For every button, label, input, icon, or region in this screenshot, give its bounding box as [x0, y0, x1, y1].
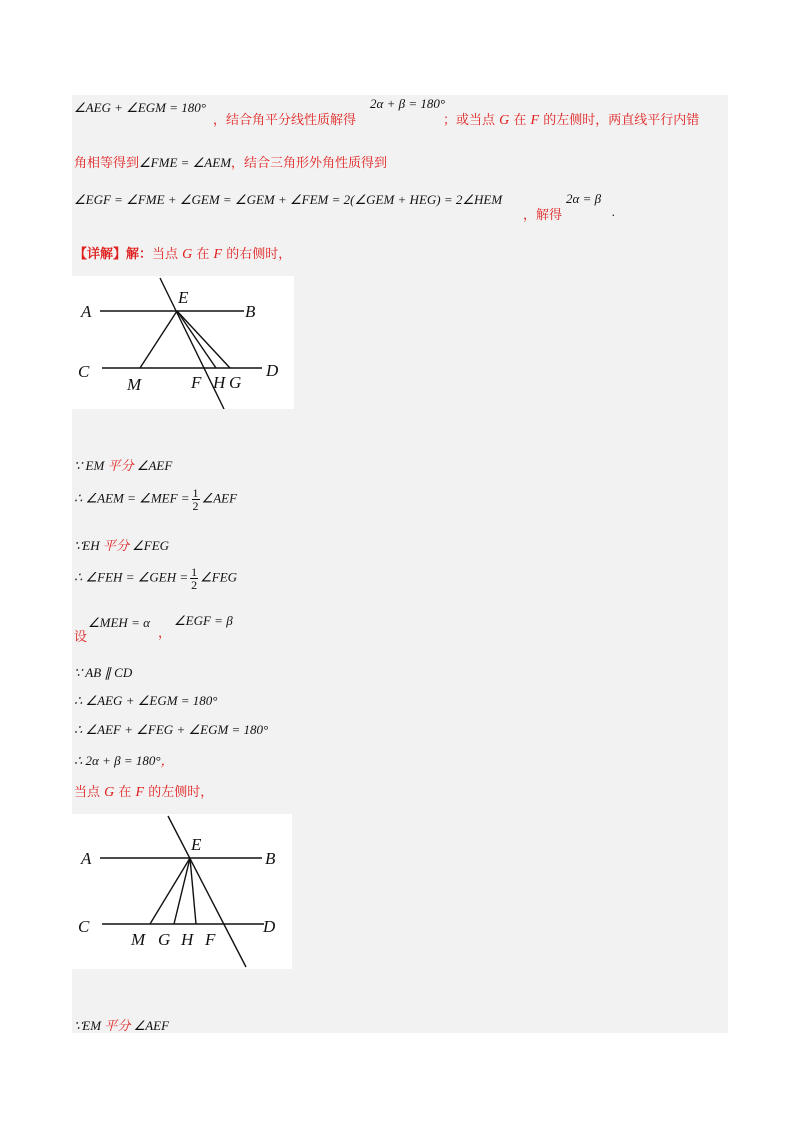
step-2a-b-180: ∴ 2α + β = 180°， [74, 753, 174, 769]
label-d: D [263, 917, 276, 936]
period: . [612, 204, 616, 219]
segment-eg [177, 311, 230, 368]
text-bisector-result: ，结合角平分线性质解得 [213, 113, 357, 128]
label-e: E [191, 835, 202, 854]
step-eh-bisects: ∵EH 平分 ∠FEG [74, 538, 170, 554]
label-g: G [229, 373, 242, 392]
label-h: H [213, 373, 226, 392]
segment-eg [174, 858, 190, 924]
step-ab-parallel-cd: ∵ AB ∥ CD [74, 665, 133, 680]
step-let-comma: ， [158, 626, 172, 641]
label-h: H [181, 930, 194, 949]
step-let-beta: ∠EGF = β [174, 613, 233, 628]
step-let-label: 设 [74, 630, 88, 645]
label-c: C [78, 917, 90, 936]
equation-2a-b-180: 2α + β = 180° [370, 96, 446, 111]
label-c: C [78, 362, 90, 381]
label-m: M [127, 375, 142, 394]
label-a: A [81, 849, 92, 868]
text-alternate-angles: 角相等得到∠FME = ∠AEM，结合三角形外角性质得到 [74, 155, 388, 171]
heading-g-left-of-f: 当点 G 在 F 的左侧时， [74, 785, 214, 800]
label-b: B [245, 302, 256, 321]
step-aeg-egm-180: ∴ ∠AEG + ∠EGM = 180° [74, 693, 218, 708]
label-b: B [265, 849, 276, 868]
text-solve: ，解得 [523, 208, 563, 223]
detail-heading: 【详解】解：当点 G 在 F 的右侧时， [74, 247, 292, 262]
label-a: A [81, 302, 92, 321]
equation-aeg-egm: ∠AEG + ∠EGM = 180° [74, 100, 206, 115]
label-f: F [191, 373, 202, 392]
segment-em [150, 858, 190, 924]
step-em-bisects-2: ∵EM 平分 ∠AEF [74, 1018, 170, 1034]
segment-eh [177, 311, 216, 368]
figure-g-right-of-f [72, 276, 294, 409]
figure-g-left-of-f [72, 814, 292, 969]
step-aef-feg-egm-180: ∴ ∠AEF + ∠FEG + ∠EGM = 180° [74, 722, 269, 737]
label-d: D [266, 361, 279, 380]
step-em-bisects: ∵ EM 平分 ∠AEF [74, 458, 173, 474]
text-left-case-intro: ；或当点 G 在 F 的左侧时，两直线平行内错 [443, 113, 700, 128]
label-e: E [178, 288, 189, 307]
segment-em [140, 311, 177, 368]
step-aem-mef: ∴ ∠AEM = ∠MEF = $\frac{1}{2}$ ∠AEF [74, 486, 238, 513]
step-let-alpha: ∠MEH = α [88, 615, 150, 630]
label-f: F [205, 930, 216, 949]
label-m: M [131, 930, 146, 949]
step-feh-geh: ∴ ∠FEH = ∠GEH = $\frac{1}{2}$ ∠FEG [74, 565, 238, 592]
equation-2a-eq-b: 2α = β [566, 191, 602, 206]
label-g: G [158, 930, 171, 949]
equation-egf-chain: ∠EGF = ∠FME + ∠GEM = ∠GEM + ∠FEM = 2(∠GEM + HEG) = 2∠HEM [74, 192, 503, 207]
